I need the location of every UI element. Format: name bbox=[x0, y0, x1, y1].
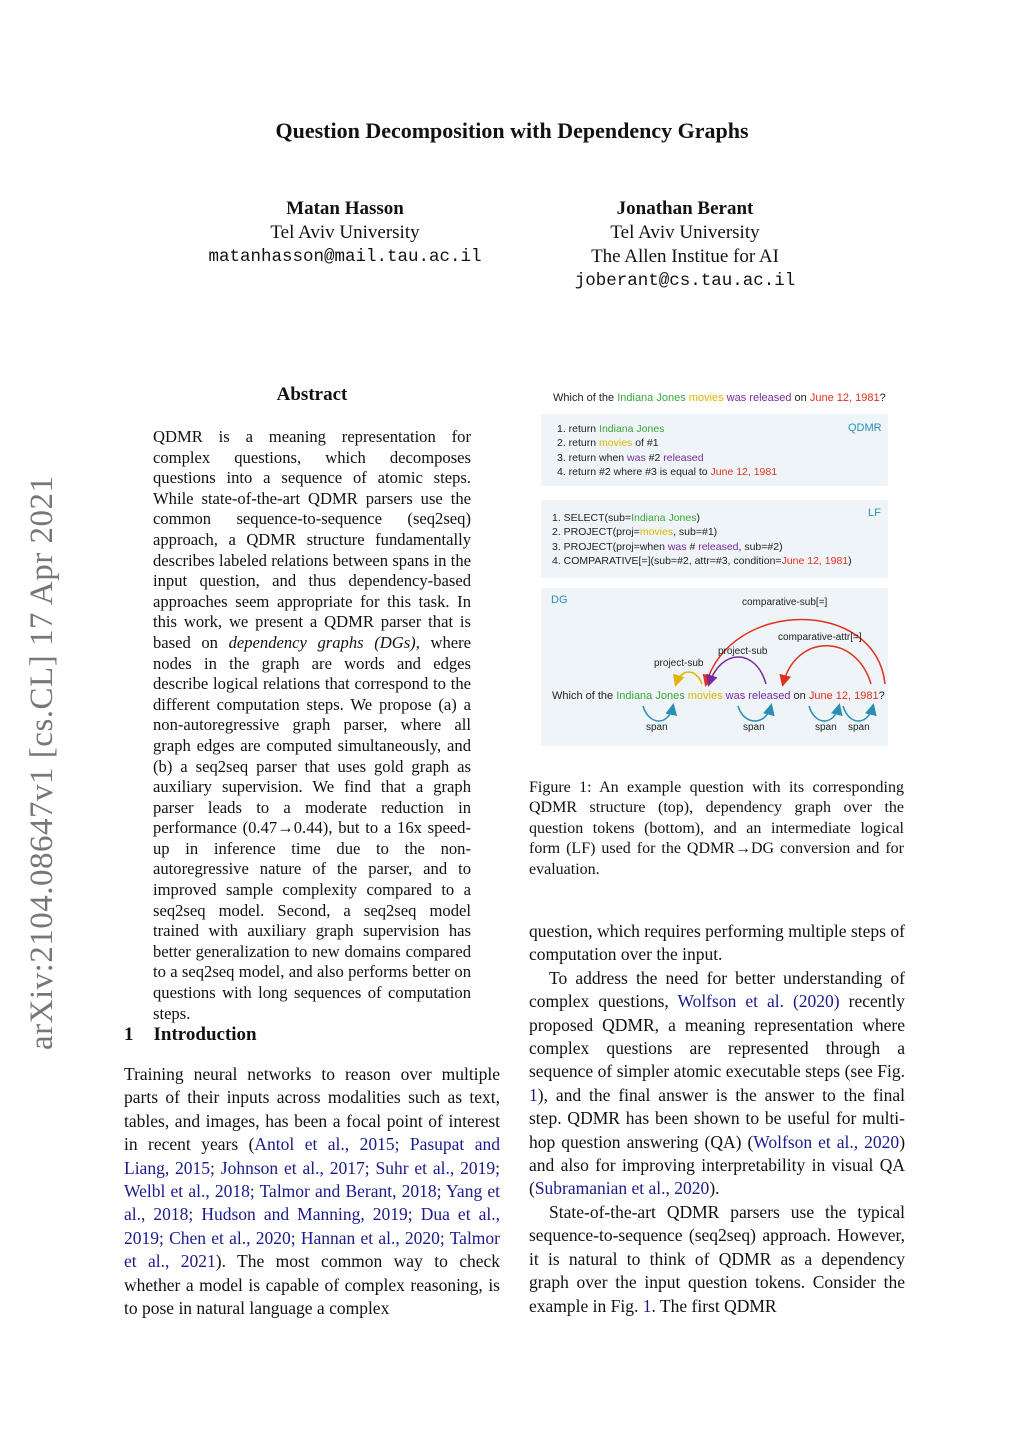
edge-label-comparative-attr: comparative-attr[=] bbox=[778, 632, 862, 643]
citation-link[interactable]: Wolfson et al. (2020) bbox=[677, 991, 840, 1012]
qdmr-step: 3. return when was #2 released bbox=[557, 451, 704, 464]
dg-tag: DG bbox=[551, 594, 568, 606]
figure-ref-link[interactable]: 1 bbox=[529, 1084, 538, 1105]
figure-question: Which of the Indiana Jones movies was released on June 12, 1981? bbox=[553, 392, 886, 404]
abstract-body bbox=[153, 427, 471, 1024]
lf-step: 4. COMPARATIVE[=](sub=#2, attr=#3, condition=June 12, 1981) bbox=[552, 555, 852, 568]
edge-label-project-sub: project-sub bbox=[718, 646, 768, 657]
citation-link[interactable]: Wolfson et al., 2020 bbox=[753, 1131, 900, 1152]
qdmr-tag: QDMR bbox=[848, 422, 882, 434]
author-name: Matan Hasson bbox=[286, 198, 404, 219]
author-email: matanhasson@mail.tau.ac.il bbox=[208, 247, 482, 267]
figure-caption: Figure 1: An example question with its corresponding QDMR structure (top), dependency graph over the question tokens (bottom), and an intermediate logical form (LF) used for the QDMR→DG conversion and for evaluation. bbox=[529, 779, 904, 878]
arxiv-identifier: arXiv:2104.08647v1 [cs.CL] 17 Apr 2021 bbox=[24, 475, 60, 1050]
abstract-emphasis: dependency graphs (DGs) bbox=[228, 632, 416, 652]
span-label: span bbox=[743, 722, 765, 733]
section-number: 1 bbox=[124, 1024, 134, 1045]
author-block-1 bbox=[175, 197, 515, 269]
citation-link[interactable]: Antol et al., 2015; Pasupat and Liang, 2015; Johnson et al., 2017; Suhr et al., 2019; Welbl et al., 2018; Talmor and Berant, 2018; Yang et al., 2018; Hudson and Manning, 2019; Dua et al., 2019; Chen et al., 2020; Hannan et al., 2020; Talmor et al., 2021 bbox=[124, 1134, 500, 1272]
span-label: span bbox=[815, 722, 837, 733]
abstract-heading: Abstract bbox=[276, 384, 348, 405]
edge-project-sub-2 bbox=[709, 657, 766, 684]
section-heading bbox=[124, 1024, 257, 1046]
paragraph: To address the need for better understanding of complex questions, Wolfson et al. (2020) recently proposed QDMR, a meaning representation where complex questions are represented through a sequence of simpler atomic executable steps (see Fig. 1), and the final answer is the answer to the final step. QDMR has been shown to be useful for multi-hop question answering (QA) (Wolfson et al., 2020) and also for improving interpretability in visual QA (Subramanian et al., 2020). bbox=[529, 967, 906, 1199]
intro-text: Training neural networks to reason over multiple parts of their inputs across modalities such as text, tables, and images, has been a focal point of interest in recent years ( bbox=[124, 1064, 500, 1155]
author-affiliation: Tel Aviv University bbox=[270, 222, 420, 243]
section-title: Introduction bbox=[153, 1024, 257, 1045]
lf-step: 3. PROJECT(proj=when was # released, sub=#2) bbox=[552, 540, 783, 553]
edge-comparative-attr bbox=[783, 646, 871, 684]
lf-step: 2. PROJECT(proj=movies, sub=#1) bbox=[552, 526, 718, 539]
edge-span bbox=[643, 706, 673, 721]
edge-label-project-sub: project-sub bbox=[654, 658, 704, 669]
edge-span bbox=[738, 706, 771, 721]
author-email: joberant@cs.tau.ac.il bbox=[574, 271, 796, 291]
lf-step: 1. SELECT(sub=Indiana Jones) bbox=[552, 512, 700, 524]
lf-tag: LF bbox=[868, 507, 881, 519]
edge-span bbox=[809, 706, 839, 721]
author-affiliation: The Allen Institue for AI bbox=[591, 246, 779, 267]
qdmr-step: 1. return Indiana Jones bbox=[557, 423, 665, 435]
intro-text: ). The most common way to check whether a model is capable of complex reasoning, is to pose in natural language a complex bbox=[124, 1251, 500, 1319]
author-block-2 bbox=[520, 197, 850, 293]
intro-paragraph bbox=[124, 1063, 500, 1320]
edge-span bbox=[843, 706, 873, 721]
qdmr-step: 4. return #2 where #3 is equal to June 12, 1981 bbox=[557, 466, 778, 479]
abstract-text: QDMR is a meaning representation for complex questions, which decomposes questions into a sequence of atomic steps. While state-of-the-art QDMR parsers use the common sequence-to-sequence (seq2seq) approach, a QDMR structure fundamentally describes labeled relations between spans in the input question, and thus dependency-based approaches seem appropriate for this task. In this work, we present a QDMR parser that is based on bbox=[153, 427, 471, 652]
abstract-text: , where nodes in the graph are words and edges describe logical relations that correspond to the different computation steps. We propose (a) a non-autoregressive graph parser, where all graph edges are computed simultaneously, and (b) a seq2seq parser that uses gold graph as auxiliary supervision. We find that a graph parser leads to a moderate reduction in performance (0.47→0.44), but to a 16x speed-up in inference time due to the non-autoregressive nature of the parser, and to improved sample complexity compared to a seq2seq model. Second, a seq2seq model trained with auxiliary graph supervision has better generalization to new domains compared to a seq2seq model, and also performs better on questions with long sequences of computation steps. bbox=[153, 632, 471, 1023]
edge-label-comparative-sub: comparative-sub[=] bbox=[742, 597, 828, 608]
qdmr-steps bbox=[557, 422, 777, 480]
span-label: span bbox=[848, 722, 870, 733]
author-affiliation: Tel Aviv University bbox=[610, 222, 760, 243]
paragraph: State-of-the-art QDMR parsers use the typical sequence-to-sequence (seq2seq) approach. However, it is natural to think of QDMR as a dependency graph over the input question tokens. Consider the example in Fig. 1. The first QDMR bbox=[529, 1201, 905, 1316]
citation-link[interactable]: Subramanian et al., 2020 bbox=[534, 1178, 710, 1199]
span-label: span bbox=[646, 722, 668, 733]
author-name: Jonathan Berant bbox=[616, 198, 754, 219]
paper-title: Question Decomposition with Dependency Graphs bbox=[275, 118, 749, 143]
paragraph: question, which requires performing multiple steps of computation over the input. bbox=[529, 921, 905, 965]
lf-steps bbox=[552, 511, 852, 569]
edge-project-sub-1 bbox=[676, 672, 702, 684]
figure-ref-link[interactable]: 1 bbox=[642, 1295, 652, 1316]
dg-question-tokens: Which of the Indiana Jones movies was released on June 12, 1981? bbox=[552, 690, 885, 702]
qdmr-step: 2. return movies of #1 bbox=[557, 437, 659, 450]
right-column-body bbox=[529, 920, 905, 1318]
